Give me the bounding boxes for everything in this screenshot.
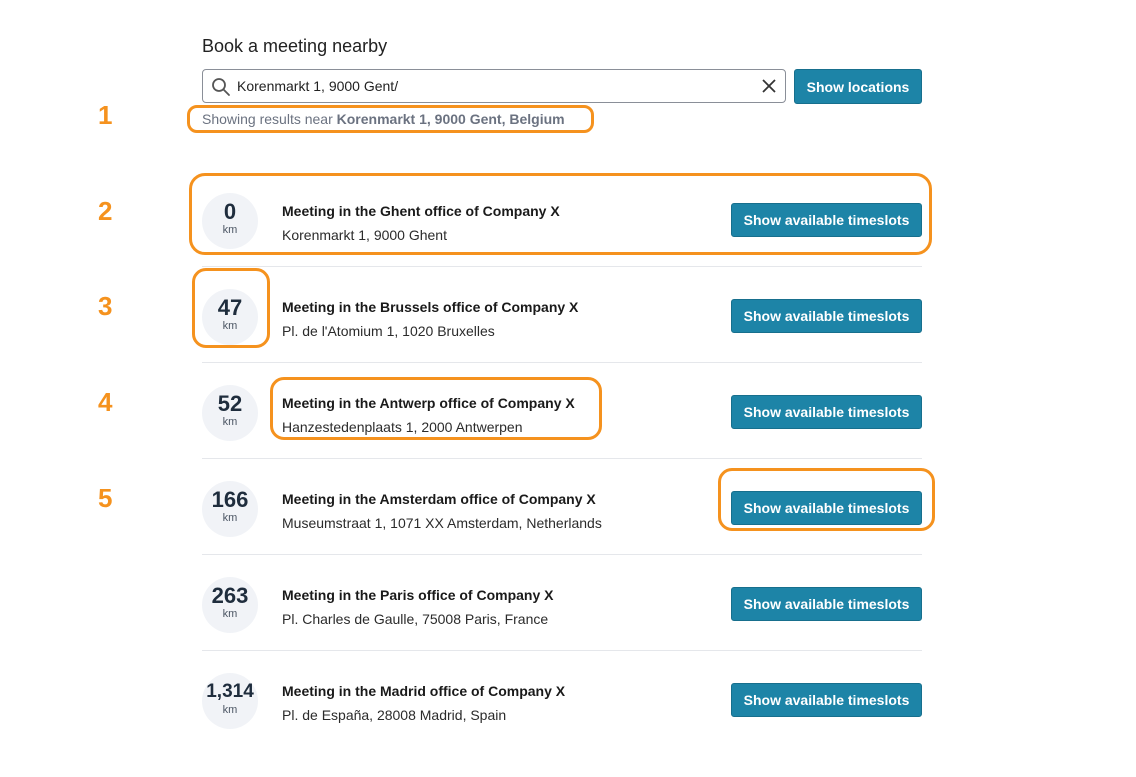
office-row-madrid: [202, 645, 922, 741]
office-row-ghent: [202, 165, 922, 261]
annotation-marker-2: 2: [98, 196, 113, 226]
office-title: Meeting in the Brussels office of Company X: [282, 299, 579, 315]
distance-badge: [202, 385, 258, 441]
show-timeslots-button[interactable]: Show available timeslots: [731, 587, 922, 621]
distance-unit: km: [222, 704, 238, 716]
office-address: Hanzestedenplaats 1, 2000 Antwerpen: [282, 419, 523, 435]
office-title: Meeting in the Paris office of Company X: [282, 587, 554, 603]
office-title: Meeting in the Ghent office of Company X: [282, 203, 560, 219]
show-timeslots-button[interactable]: Show available timeslots: [731, 299, 922, 333]
distance-value: 52: [217, 391, 243, 416]
distance-value: 47: [217, 295, 243, 320]
show-locations-button[interactable]: Show locations: [794, 69, 922, 104]
distance-badge: [202, 481, 258, 537]
distance-unit: km: [222, 608, 238, 620]
distance-value: 1,314: [206, 681, 254, 702]
highlight-results-summary: [187, 105, 594, 133]
office-address: Pl. de España, 28008 Madrid, Spain: [282, 707, 507, 723]
search-box[interactable]: [202, 69, 786, 103]
distance-value: 166: [211, 487, 249, 512]
distance-value: 0: [223, 199, 237, 224]
office-address: Museumstraat 1, 1071 XX Amsterdam, Netherlands: [282, 515, 602, 531]
office-title: Meeting in the Madrid office of Company X: [282, 683, 566, 699]
show-timeslots-button[interactable]: Show available timeslots: [731, 203, 922, 237]
distance-unit: km: [222, 512, 238, 524]
distance-unit: km: [222, 320, 238, 332]
distance-unit: km: [222, 416, 238, 428]
office-title: Meeting in the Antwerp office of Company X: [282, 395, 575, 411]
distance-badge: [202, 193, 258, 249]
distance-unit: km: [222, 224, 238, 236]
show-timeslots-button[interactable]: Show available timeslots: [731, 683, 922, 717]
distance-badge: [202, 577, 258, 633]
search-input[interactable]: [237, 74, 747, 98]
office-address: Pl. de l'Atomium 1, 1020 Bruxelles: [282, 323, 495, 339]
office-address: Korenmarkt 1, 9000 Ghent: [282, 227, 447, 243]
office-row-brussels: [202, 261, 922, 357]
search-icon: [211, 77, 231, 97]
office-address: Pl. Charles de Gaulle, 75008 Paris, France: [282, 611, 549, 627]
annotation-marker-3: 3: [98, 291, 113, 321]
office-row-amsterdam: [202, 453, 922, 549]
annotation-marker-4: 4: [98, 387, 113, 417]
page-title: Book a meeting nearby: [202, 36, 388, 56]
annotation-marker-5: 5: [98, 483, 113, 513]
results-location: Korenmarkt 1, 9000 Gent, Belgium: [336, 111, 565, 127]
results-prefix: Showing results near: [202, 111, 337, 127]
distance-value: 263: [211, 583, 249, 608]
office-row-paris: [202, 549, 922, 645]
office-row-antwerp: [202, 357, 922, 453]
show-timeslots-button[interactable]: Show available timeslots: [731, 395, 922, 429]
annotation-marker-1: 1: [98, 100, 113, 130]
office-title: Meeting in the Amsterdam office of Company X: [282, 491, 596, 507]
show-timeslots-button[interactable]: Show available timeslots: [731, 491, 922, 525]
close-icon[interactable]: [759, 76, 779, 96]
distance-badge: [202, 673, 258, 729]
distance-badge: [202, 289, 258, 345]
